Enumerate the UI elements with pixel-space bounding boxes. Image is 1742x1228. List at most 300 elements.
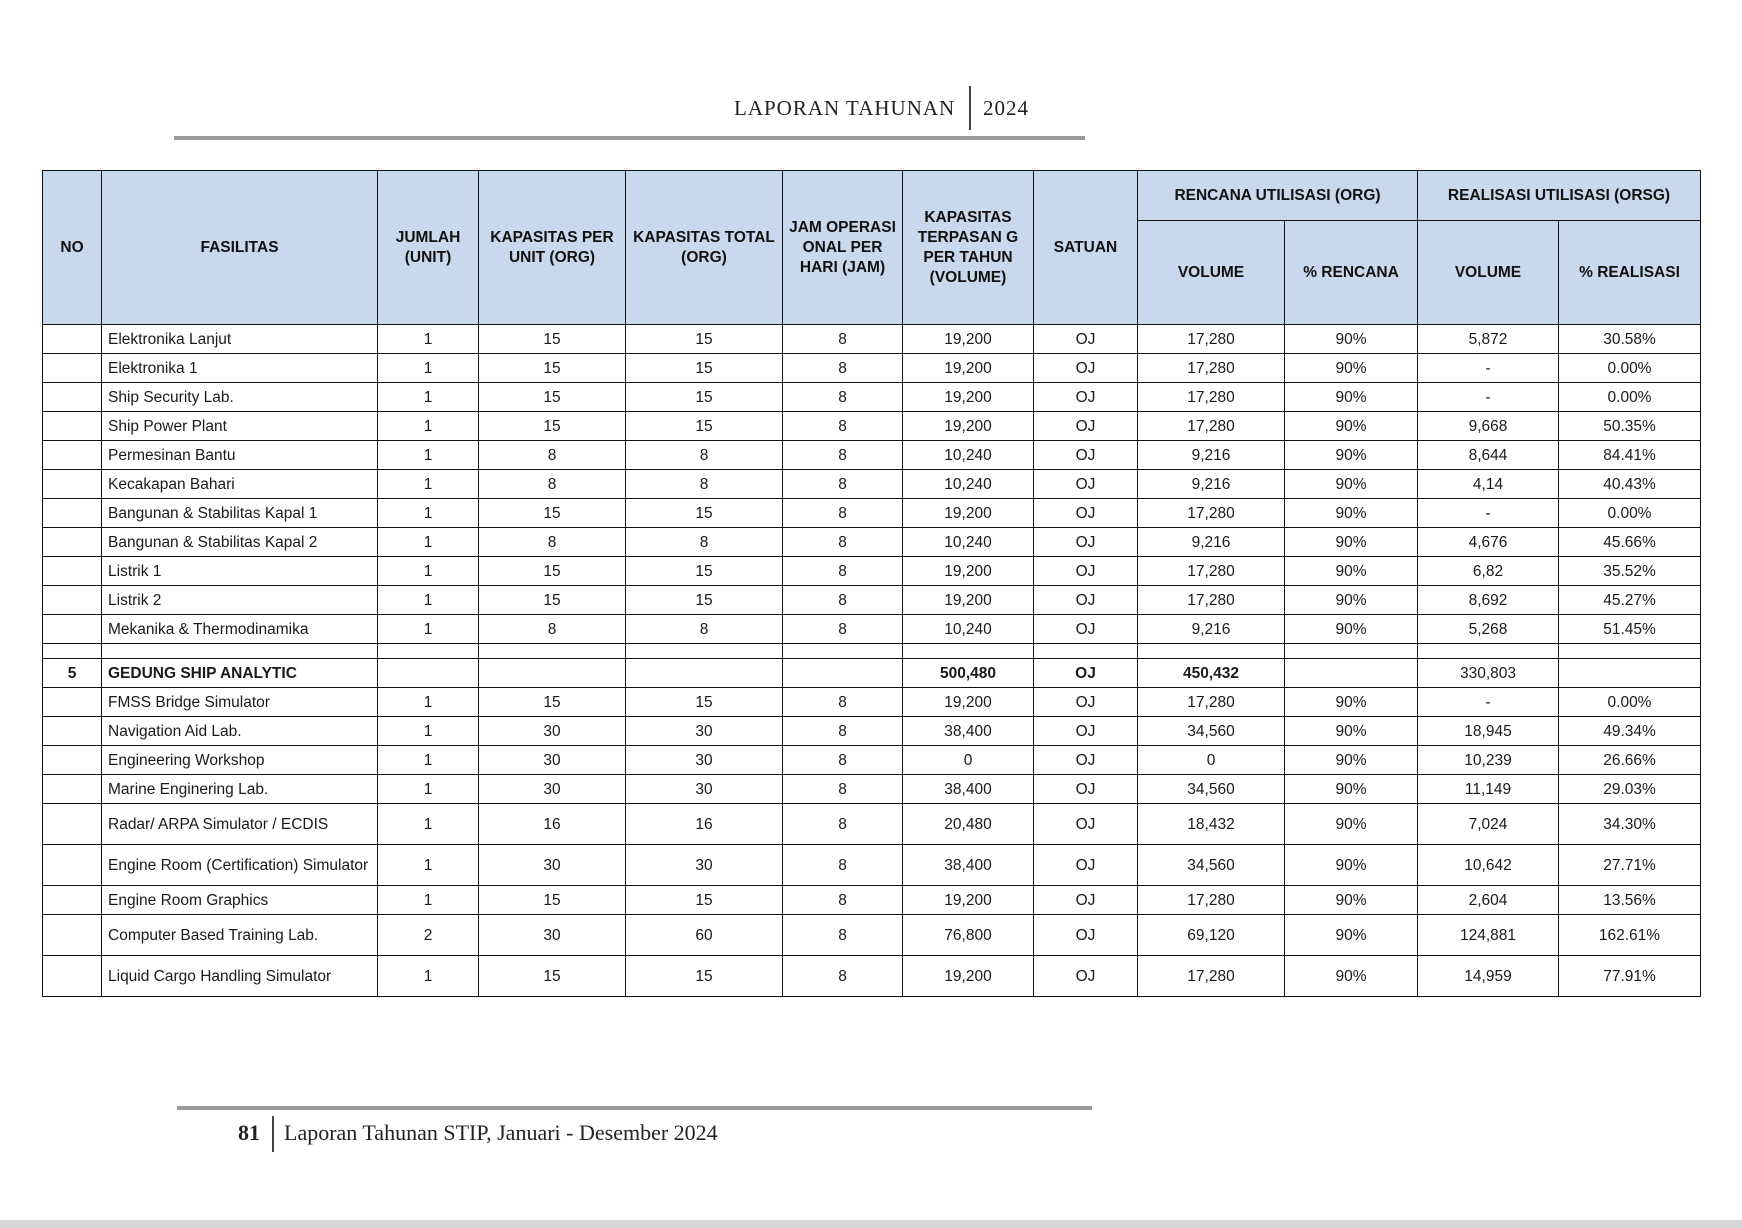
header-rencana-group: RENCANA UTILISASI (ORG): [1138, 171, 1418, 221]
cell-realisasi-volume: 11,149: [1418, 775, 1559, 804]
cell-kapasitas-total: 15: [626, 586, 783, 615]
cell-kapasitas-per-unit: 15: [479, 956, 626, 997]
cell-satuan: OJ: [1034, 915, 1138, 956]
cell-kapasitas-per-unit: 8: [479, 528, 626, 557]
cell-satuan: OJ: [1034, 557, 1138, 586]
cell-pct-realisasi: 45.66%: [1559, 528, 1701, 557]
cell-jam: 8: [783, 499, 903, 528]
cell-jumlah: 1: [378, 499, 479, 528]
cell-jumlah: 1: [378, 886, 479, 915]
cell-pct-rencana: 90%: [1285, 956, 1418, 997]
cell-no: [43, 354, 102, 383]
cell-fasilitas: Ship Security Lab.: [102, 383, 378, 412]
cell-kapasitas-terpasang: 19,200: [903, 383, 1034, 412]
cell-fasilitas: Kecakapan Bahari: [102, 470, 378, 499]
cell-realisasi-volume: -: [1418, 499, 1559, 528]
cell-kapasitas-per-unit: 15: [479, 354, 626, 383]
cell-jam: 8: [783, 717, 903, 746]
cell-kapasitas-per-unit: [479, 644, 626, 659]
cell-satuan: OJ: [1034, 615, 1138, 644]
header-pct-rencana: % RENCANA: [1285, 221, 1418, 325]
cell-jam: 8: [783, 775, 903, 804]
table-row: [43, 804, 1701, 845]
header-satuan: SATUAN: [1034, 171, 1138, 325]
cell-pct-rencana: 90%: [1285, 528, 1418, 557]
cell-satuan: OJ: [1034, 528, 1138, 557]
cell-no: [43, 383, 102, 412]
cell-pct-rencana: 90%: [1285, 845, 1418, 886]
cell-satuan: OJ: [1034, 586, 1138, 615]
cell-no: [43, 615, 102, 644]
table-row: [43, 441, 1701, 470]
cell-realisasi-volume: 2,604: [1418, 886, 1559, 915]
cell-fasilitas: [102, 644, 378, 659]
header-jam-operasional: JAM OPERASI ONAL PER HARI (JAM): [783, 171, 903, 325]
cell-satuan: OJ: [1034, 659, 1138, 688]
cell-kapasitas-total: 15: [626, 956, 783, 997]
table-row: [43, 956, 1701, 997]
cell-kapasitas-per-unit: 15: [479, 557, 626, 586]
cell-pct-realisasi: 13.56%: [1559, 886, 1701, 915]
table-row: [43, 354, 1701, 383]
table-row: [43, 775, 1701, 804]
cell-jumlah: 1: [378, 804, 479, 845]
cell-fasilitas: Navigation Aid Lab.: [102, 717, 378, 746]
cell-pct-rencana: 90%: [1285, 775, 1418, 804]
cell-jam: 8: [783, 354, 903, 383]
cell-kapasitas-total: [626, 644, 783, 659]
cell-kapasitas-terpasang: 19,200: [903, 412, 1034, 441]
cell-pct-rencana: 90%: [1285, 886, 1418, 915]
table-row: [43, 383, 1701, 412]
cell-rencana-volume: [1138, 644, 1285, 659]
cell-kapasitas-per-unit: 30: [479, 775, 626, 804]
cell-realisasi-volume: 10,642: [1418, 845, 1559, 886]
cell-rencana-volume: 34,560: [1138, 717, 1285, 746]
cell-rencana-volume: 0: [1138, 746, 1285, 775]
cell-fasilitas: Ship Power Plant: [102, 412, 378, 441]
cell-kapasitas-terpasang: 38,400: [903, 845, 1034, 886]
page-number: 81: [238, 1120, 260, 1145]
cell-no: [43, 557, 102, 586]
cell-satuan: OJ: [1034, 775, 1138, 804]
cell-satuan: OJ: [1034, 845, 1138, 886]
cell-pct-rencana: 90%: [1285, 717, 1418, 746]
header-kapasitas-terpasang: KAPASITAS TERPASAN G PER TAHUN (VOLUME): [903, 171, 1034, 325]
cell-realisasi-volume: -: [1418, 354, 1559, 383]
cell-fasilitas: FMSS Bridge Simulator: [102, 688, 378, 717]
cell-realisasi-volume: -: [1418, 383, 1559, 412]
cell-no: [43, 845, 102, 886]
cell-jam: 8: [783, 412, 903, 441]
cell-jam: [783, 644, 903, 659]
header-fasilitas: FASILITAS: [102, 171, 378, 325]
cell-jam: [783, 659, 903, 688]
cell-no: [43, 746, 102, 775]
cell-rencana-volume: 17,280: [1138, 383, 1285, 412]
header-realisasi-group: REALISASI UTILISASI (ORSG): [1418, 171, 1701, 221]
cell-no: [43, 886, 102, 915]
table-row: [43, 845, 1701, 886]
cell-jumlah: 2: [378, 915, 479, 956]
cell-rencana-volume: 17,280: [1138, 499, 1285, 528]
cell-pct-realisasi: 77.91%: [1559, 956, 1701, 997]
cell-pct-realisasi: 0.00%: [1559, 688, 1701, 717]
cell-fasilitas: Engine Room Graphics: [102, 886, 378, 915]
cell-jumlah: 1: [378, 688, 479, 717]
cell-rencana-volume: 17,280: [1138, 412, 1285, 441]
cell-satuan: OJ: [1034, 688, 1138, 717]
cell-kapasitas-per-unit: 15: [479, 688, 626, 717]
cell-jam: 8: [783, 615, 903, 644]
cell-jam: 8: [783, 956, 903, 997]
cell-kapasitas-per-unit: 16: [479, 804, 626, 845]
cell-kapasitas-terpasang: 19,200: [903, 557, 1034, 586]
cell-satuan: OJ: [1034, 886, 1138, 915]
cell-kapasitas-total: 30: [626, 845, 783, 886]
table-row: [43, 615, 1701, 644]
cell-jam: 8: [783, 845, 903, 886]
cell-kapasitas-total: 15: [626, 412, 783, 441]
table-row: [43, 746, 1701, 775]
cell-no: [43, 412, 102, 441]
cell-kapasitas-terpasang: 19,200: [903, 354, 1034, 383]
cell-pct-rencana: 90%: [1285, 746, 1418, 775]
cell-kapasitas-total: 15: [626, 499, 783, 528]
cell-jumlah: 1: [378, 746, 479, 775]
header-rule: [174, 136, 1085, 140]
cell-rencana-volume: 9,216: [1138, 615, 1285, 644]
cell-rencana-volume: 17,280: [1138, 557, 1285, 586]
cell-pct-rencana: [1285, 644, 1418, 659]
cell-realisasi-volume: 14,959: [1418, 956, 1559, 997]
cell-pct-realisasi: 0.00%: [1559, 383, 1701, 412]
cell-kapasitas-total: 60: [626, 915, 783, 956]
cell-kapasitas-terpasang: 10,240: [903, 615, 1034, 644]
cell-no: [43, 956, 102, 997]
cell-jumlah: 1: [378, 441, 479, 470]
cell-kapasitas-total: 8: [626, 441, 783, 470]
cell-satuan: OJ: [1034, 804, 1138, 845]
cell-pct-rencana: 90%: [1285, 354, 1418, 383]
cell-realisasi-volume: 5,268: [1418, 615, 1559, 644]
cell-fasilitas: Bangunan & Stabilitas Kapal 1: [102, 499, 378, 528]
cell-jumlah: 1: [378, 586, 479, 615]
table-row: [43, 557, 1701, 586]
cell-no: [43, 528, 102, 557]
cell-pct-realisasi: 27.71%: [1559, 845, 1701, 886]
header-title: LAPORAN TAHUNAN: [734, 96, 956, 120]
cell-pct-rencana: 90%: [1285, 412, 1418, 441]
cell-rencana-volume: 17,280: [1138, 956, 1285, 997]
cell-jam: 8: [783, 586, 903, 615]
cell-no: 5: [43, 659, 102, 688]
cell-realisasi-volume: 5,872: [1418, 325, 1559, 354]
header-kapasitas-per-unit: KAPASITAS PER UNIT (ORG): [479, 171, 626, 325]
cell-kapasitas-terpasang: 19,200: [903, 688, 1034, 717]
cell-rencana-volume: 9,216: [1138, 528, 1285, 557]
cell-rencana-volume: 34,560: [1138, 845, 1285, 886]
cell-pct-realisasi: 0.00%: [1559, 499, 1701, 528]
cell-satuan: OJ: [1034, 499, 1138, 528]
cell-rencana-volume: 17,280: [1138, 886, 1285, 915]
cell-jam: 8: [783, 470, 903, 499]
cell-satuan: OJ: [1034, 383, 1138, 412]
cell-kapasitas-terpasang: 500,480: [903, 659, 1034, 688]
cell-pct-rencana: 90%: [1285, 586, 1418, 615]
cell-pct-rencana: 90%: [1285, 383, 1418, 412]
cell-kapasitas-total: 15: [626, 557, 783, 586]
cell-realisasi-volume: 10,239: [1418, 746, 1559, 775]
header-realisasi-volume: VOLUME: [1418, 221, 1559, 325]
cell-kapasitas-terpasang: 19,200: [903, 499, 1034, 528]
cell-kapasitas-terpasang: 10,240: [903, 528, 1034, 557]
cell-no: [43, 325, 102, 354]
cell-realisasi-volume: 4,14: [1418, 470, 1559, 499]
cell-satuan: OJ: [1034, 412, 1138, 441]
cell-pct-realisasi: 50.35%: [1559, 412, 1701, 441]
table-row: [43, 325, 1701, 354]
cell-jumlah: 1: [378, 325, 479, 354]
cell-satuan: OJ: [1034, 717, 1138, 746]
cell-pct-realisasi: 51.45%: [1559, 615, 1701, 644]
cell-kapasitas-per-unit: 30: [479, 915, 626, 956]
header-pct-realisasi: % REALISASI: [1559, 221, 1701, 325]
table-row: [43, 499, 1701, 528]
cell-realisasi-volume: -: [1418, 688, 1559, 717]
cell-satuan: OJ: [1034, 470, 1138, 499]
cell-jam: 8: [783, 915, 903, 956]
cell-rencana-volume: 450,432: [1138, 659, 1285, 688]
cell-pct-rencana: 90%: [1285, 557, 1418, 586]
cell-fasilitas: Marine Enginering Lab.: [102, 775, 378, 804]
cell-fasilitas: Computer Based Training Lab.: [102, 915, 378, 956]
cell-realisasi-volume: 4,676: [1418, 528, 1559, 557]
cell-kapasitas-total: 15: [626, 688, 783, 717]
cell-rencana-volume: 17,280: [1138, 354, 1285, 383]
cell-pct-realisasi: 29.03%: [1559, 775, 1701, 804]
cell-rencana-volume: 18,432: [1138, 804, 1285, 845]
cell-fasilitas: Engine Room (Certification) Simulator: [102, 845, 378, 886]
cell-kapasitas-per-unit: 30: [479, 717, 626, 746]
cell-rencana-volume: 34,560: [1138, 775, 1285, 804]
cell-kapasitas-per-unit: 15: [479, 412, 626, 441]
table-row: [43, 688, 1701, 717]
table-row: [43, 915, 1701, 956]
cell-satuan: OJ: [1034, 441, 1138, 470]
cell-kapasitas-terpasang: 19,200: [903, 586, 1034, 615]
cell-kapasitas-total: 15: [626, 325, 783, 354]
cell-no: [43, 644, 102, 659]
cell-kapasitas-total: 30: [626, 775, 783, 804]
cell-jam: 8: [783, 804, 903, 845]
table-row: [43, 412, 1701, 441]
cell-realisasi-volume: [1418, 644, 1559, 659]
cell-kapasitas-total: 15: [626, 886, 783, 915]
cell-jumlah: 1: [378, 383, 479, 412]
cell-kapasitas-per-unit: 15: [479, 325, 626, 354]
cell-no: [43, 499, 102, 528]
cell-kapasitas-terpasang: 38,400: [903, 717, 1034, 746]
cell-jumlah: 1: [378, 528, 479, 557]
cell-jumlah: 1: [378, 412, 479, 441]
cell-kapasitas-total: 16: [626, 804, 783, 845]
cell-kapasitas-total: [626, 659, 783, 688]
cell-kapasitas-terpasang: 10,240: [903, 441, 1034, 470]
cell-jam: 8: [783, 383, 903, 412]
cell-jumlah: 1: [378, 956, 479, 997]
table-section-row: [43, 659, 1701, 688]
cell-realisasi-volume: 18,945: [1418, 717, 1559, 746]
cell-pct-rencana: 90%: [1285, 499, 1418, 528]
cell-pct-rencana: [1285, 659, 1418, 688]
page-bottom-edge: [0, 1220, 1742, 1228]
cell-jumlah: 1: [378, 354, 479, 383]
cell-kapasitas-total: 30: [626, 746, 783, 775]
cell-fasilitas: Radar/ ARPA Simulator / ECDIS: [102, 804, 378, 845]
cell-realisasi-volume: 330,803: [1418, 659, 1559, 688]
cell-pct-realisasi: 26.66%: [1559, 746, 1701, 775]
cell-jumlah: 1: [378, 717, 479, 746]
header-jumlah: JUMLAH (UNIT): [378, 171, 479, 325]
cell-kapasitas-terpasang: 20,480: [903, 804, 1034, 845]
cell-rencana-volume: 69,120: [1138, 915, 1285, 956]
cell-pct-realisasi: 84.41%: [1559, 441, 1701, 470]
cell-kapasitas-per-unit: 15: [479, 499, 626, 528]
footer-separator: [272, 1116, 274, 1152]
cell-kapasitas-per-unit: 8: [479, 441, 626, 470]
cell-pct-realisasi: 35.52%: [1559, 557, 1701, 586]
cell-no: [43, 470, 102, 499]
cell-jumlah: 1: [378, 845, 479, 886]
cell-kapasitas-per-unit: 30: [479, 845, 626, 886]
cell-fasilitas: Bangunan & Stabilitas Kapal 2: [102, 528, 378, 557]
cell-fasilitas: Engineering Workshop: [102, 746, 378, 775]
cell-satuan: OJ: [1034, 956, 1138, 997]
cell-kapasitas-per-unit: 8: [479, 615, 626, 644]
cell-kapasitas-per-unit: 8: [479, 470, 626, 499]
cell-kapasitas-per-unit: [479, 659, 626, 688]
table-row: [43, 528, 1701, 557]
footer-rule: [177, 1106, 1092, 1110]
cell-kapasitas-terpasang: 0: [903, 746, 1034, 775]
footer-text: Laporan Tahunan STIP, Januari - Desember 2024: [284, 1120, 718, 1145]
header-kapasitas-total: KAPASITAS TOTAL (ORG): [626, 171, 783, 325]
cell-rencana-volume: 17,280: [1138, 688, 1285, 717]
cell-jam: 8: [783, 557, 903, 586]
cell-jam: 8: [783, 746, 903, 775]
cell-kapasitas-per-unit: 30: [479, 746, 626, 775]
cell-no: [43, 915, 102, 956]
cell-pct-realisasi: 45.27%: [1559, 586, 1701, 615]
cell-pct-rencana: 90%: [1285, 915, 1418, 956]
table-row: [43, 886, 1701, 915]
cell-kapasitas-terpasang: 19,200: [903, 956, 1034, 997]
cell-fasilitas: Mekanika & Thermodinamika: [102, 615, 378, 644]
cell-jumlah: 1: [378, 557, 479, 586]
table-row: [43, 470, 1701, 499]
cell-jumlah: [378, 659, 479, 688]
cell-realisasi-volume: 8,644: [1418, 441, 1559, 470]
cell-kapasitas-per-unit: 15: [479, 383, 626, 412]
table-row: [43, 717, 1701, 746]
cell-kapasitas-per-unit: 15: [479, 886, 626, 915]
cell-satuan: OJ: [1034, 746, 1138, 775]
cell-no: [43, 775, 102, 804]
table-row: [43, 586, 1701, 615]
cell-realisasi-volume: 9,668: [1418, 412, 1559, 441]
cell-realisasi-volume: 7,024: [1418, 804, 1559, 845]
cell-pct-realisasi: 40.43%: [1559, 470, 1701, 499]
cell-no: [43, 804, 102, 845]
cell-kapasitas-total: 15: [626, 354, 783, 383]
cell-rencana-volume: 17,280: [1138, 586, 1285, 615]
cell-kapasitas-terpasang: 10,240: [903, 470, 1034, 499]
cell-jam: 8: [783, 528, 903, 557]
cell-pct-realisasi: 0.00%: [1559, 354, 1701, 383]
cell-jumlah: 1: [378, 775, 479, 804]
cell-fasilitas: Listrik 2: [102, 586, 378, 615]
cell-satuan: OJ: [1034, 325, 1138, 354]
header-year: 2024: [983, 96, 1029, 120]
cell-kapasitas-terpasang: 38,400: [903, 775, 1034, 804]
cell-realisasi-volume: 124,881: [1418, 915, 1559, 956]
cell-rencana-volume: 9,216: [1138, 470, 1285, 499]
cell-kapasitas-per-unit: 15: [479, 586, 626, 615]
cell-pct-rencana: 90%: [1285, 325, 1418, 354]
cell-kapasitas-total: 15: [626, 383, 783, 412]
cell-kapasitas-total: 8: [626, 470, 783, 499]
header-no: NO: [43, 171, 102, 325]
header-rencana-volume: VOLUME: [1138, 221, 1285, 325]
cell-no: [43, 586, 102, 615]
cell-pct-realisasi: [1559, 659, 1701, 688]
cell-pct-realisasi: 162.61%: [1559, 915, 1701, 956]
cell-pct-rencana: 90%: [1285, 804, 1418, 845]
cell-kapasitas-terpasang: 76,800: [903, 915, 1034, 956]
cell-jumlah: 1: [378, 470, 479, 499]
cell-jam: 8: [783, 886, 903, 915]
cell-kapasitas-terpasang: [903, 644, 1034, 659]
cell-jam: 8: [783, 688, 903, 717]
cell-pct-rencana: 90%: [1285, 441, 1418, 470]
cell-realisasi-volume: 6,82: [1418, 557, 1559, 586]
cell-pct-realisasi: 49.34%: [1559, 717, 1701, 746]
cell-jam: 8: [783, 441, 903, 470]
cell-satuan: OJ: [1034, 354, 1138, 383]
cell-kapasitas-terpasang: 19,200: [903, 325, 1034, 354]
cell-pct-rencana: 90%: [1285, 688, 1418, 717]
cell-jam: 8: [783, 325, 903, 354]
cell-pct-rencana: 90%: [1285, 470, 1418, 499]
cell-fasilitas: Liquid Cargo Handling Simulator: [102, 956, 378, 997]
cell-rencana-volume: 9,216: [1138, 441, 1285, 470]
cell-fasilitas: Listrik 1: [102, 557, 378, 586]
cell-pct-realisasi: 34.30%: [1559, 804, 1701, 845]
cell-kapasitas-total: 30: [626, 717, 783, 746]
facility-utilization-table: [42, 170, 1701, 997]
cell-pct-rencana: 90%: [1285, 615, 1418, 644]
cell-no: [43, 717, 102, 746]
table-row-spacer: [43, 644, 1701, 659]
cell-fasilitas: Elektronika Lanjut: [102, 325, 378, 354]
cell-satuan: [1034, 644, 1138, 659]
cell-fasilitas: Permesinan Bantu: [102, 441, 378, 470]
cell-kapasitas-total: 8: [626, 528, 783, 557]
cell-jumlah: 1: [378, 615, 479, 644]
cell-kapasitas-total: 8: [626, 615, 783, 644]
cell-jumlah: [378, 644, 479, 659]
